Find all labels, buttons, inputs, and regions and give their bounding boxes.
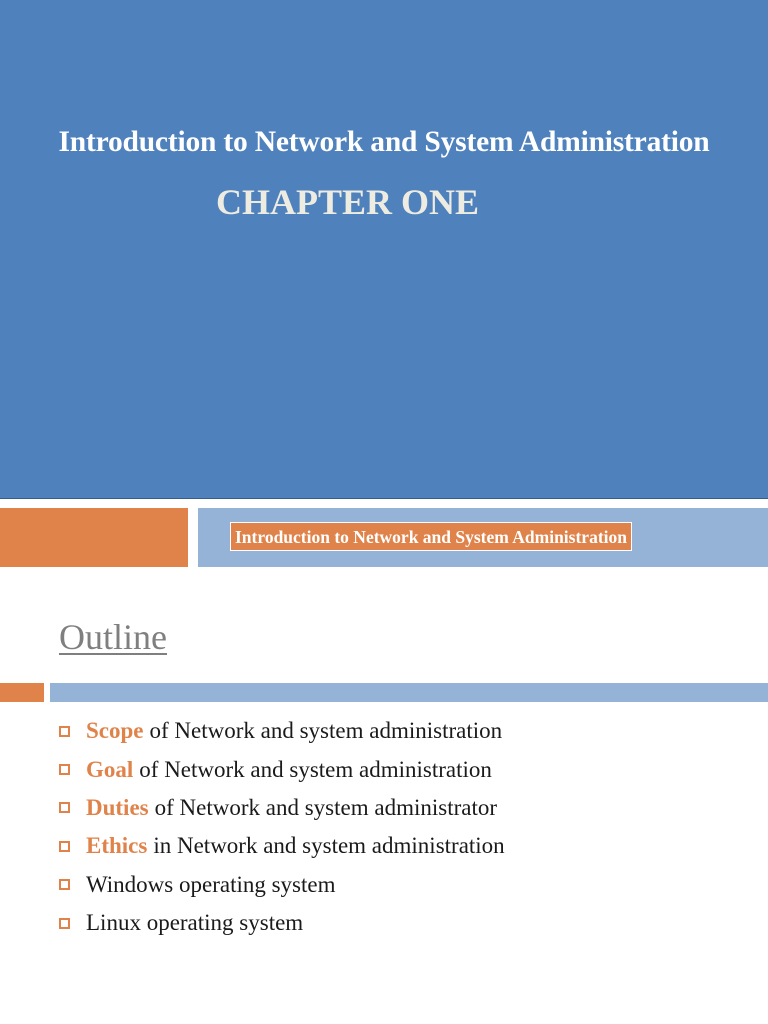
hollow-square-bullet-icon — [59, 879, 70, 890]
hollow-square-bullet-icon — [59, 918, 70, 929]
outline-list — [59, 712, 505, 942]
hollow-square-bullet-icon — [59, 726, 70, 737]
hollow-square-bullet-icon — [59, 841, 70, 852]
outline-title: Outline — [59, 617, 167, 657]
title-slide — [0, 0, 768, 499]
chapter-subtitle: CHAPTER ONE — [216, 182, 480, 222]
bullet-text: of Network and system administrator — [154, 794, 497, 820]
bullet-keyword: Goal — [86, 756, 134, 782]
bullet-keyword: Scope — [86, 718, 144, 744]
list-item — [59, 904, 505, 942]
bullet-text: of Network and system administration — [149, 718, 503, 744]
bullet-text: of Network and system administration — [139, 756, 492, 782]
list-item — [59, 750, 505, 788]
list-item — [59, 866, 505, 904]
bullet-keyword: Ethics — [86, 833, 148, 859]
bullet-text: Linux operating system — [86, 910, 304, 936]
list-item — [59, 827, 505, 865]
bullet-keyword: Duties — [86, 794, 149, 820]
footer-accent-block — [0, 508, 188, 567]
bullet-text: Windows operating system — [86, 871, 336, 897]
header-bar — [50, 683, 768, 702]
slide-title: Introduction to Network and System Administration — [58, 126, 710, 158]
hollow-square-bullet-icon — [59, 764, 70, 775]
header-accent-block — [0, 683, 44, 702]
footer-label: Introduction to Network and System Administration — [230, 522, 632, 551]
list-item — [59, 789, 505, 827]
bullet-text: in Network and system administration — [153, 833, 505, 859]
hollow-square-bullet-icon — [59, 802, 70, 813]
list-item — [59, 712, 505, 750]
